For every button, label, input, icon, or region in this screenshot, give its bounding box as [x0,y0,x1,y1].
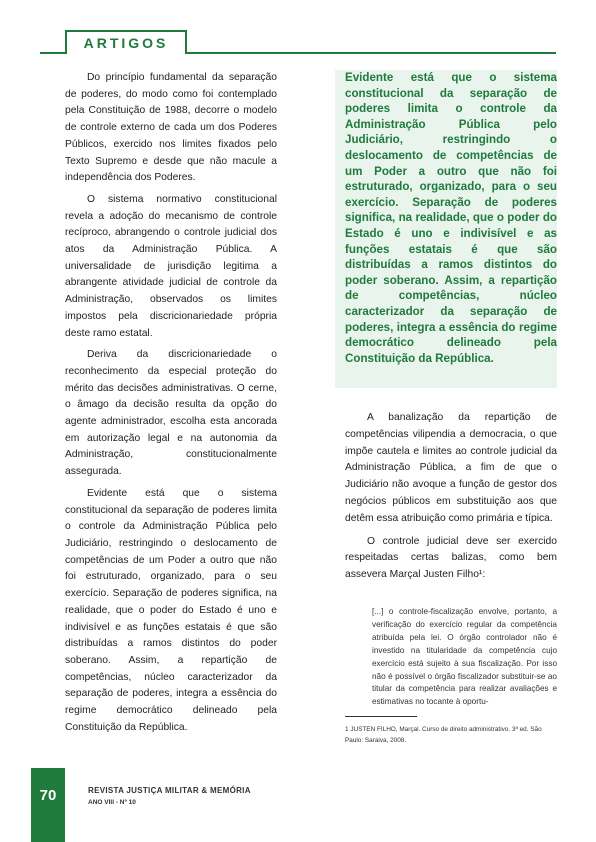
body-paragraph: Do princípio fundamental da separação de poderes, do modo como foi contemplado pela Constituição de 1988, decorre o modelo de controle externo de cada um dos Poderes Públicos, exercido nos limites fixados pelo Texto Supremo e desde que não macule a independência dos Poderes. [65,72,277,184]
right-column [345,410,557,590]
body-paragraph: O controle judicial deve ser exercido respeitadas certas balizas, como bem assevera Marçal Justen Filho¹: [345,535,557,581]
journal-issue: ANO VIII - Nº 10 [88,799,136,806]
body-paragraph: Deriva da discricionariedade o reconhecimento da especial proteção do mérito das decisões administrativas. O cerne, o âmago da decisão resulta da opção do agente administrador, escolha esta ancorada em autorização legal e na autonomia da Administração, constitucionalmente assegurada. [65,349,277,478]
footnote-divider [345,716,417,717]
left-column [65,70,277,741]
section-tag: ARTIGOS [65,30,187,54]
pullquote-text: Evidente está que o sistema constitucional da separação de poderes limita o controle da Administração Pública pelo Judiciário, restringindo o deslocamento de competências de um Poder a outro que não foi estruturado, organizado, para o seu exercício. Separação de poderes significa, na realidade, que o poder do Estado é uno e indivisível e as funções estatais é que são distribuídas a ramos distintos do poder soberano. Assim, a repartição de competências, núcleo caracterizador da separação de poderes, integra a essência do regime democrático delineado pela Constituição da República. [345,71,557,365]
page-number: 70 [31,768,65,842]
journal-title: REVISTA JUSTIÇA MILITAR & MEMÓRIA [88,786,251,795]
block-quote: [...] o controle-fiscalização envolve, portanto, a verificação do exercício regular da competência atribuída pela lei. O órgão controlador não é investido na titularidade da competência cujo exercício está sujeito à sua fiscalização. Por isso não é possível o órgão fiscalizador substituir-se ao titular da competência para realizar avaliações e estimativas no tocante à oportu- [372,607,557,707]
body-paragraph: Evidente está que o sistema constitucional da separação de poderes limita o controle da Administração Pública pelo Judiciário, restringindo o deslocamento de competências de um Poder a outro que não foi estruturado, organizado, para o seu exercício. Separação de poderes significa, na realidade, que o poder do Estado é uno e indivisível e as funções estatais é que são distribuídas a ramos distintos do poder soberano. Assim, a repartição de competências, núcleo caracterizador da separação de poderes, integra a essência do regime democrático delineado pela Constituição da República. [65,487,277,733]
body-paragraph: O sistema normativo constitucional revela a adoção do mecanismo de controle recíproco, abrangendo o controle judicial dos atos da Administração Pública. A universalidade de jurisdição legitima a abrangente atividade judicial de controle da Administração, observados os limites impostos pela discricionariedade própria deste ramo estatal. [65,193,277,339]
body-paragraph: A banalização da repartição de competências vilipendia a democracia, o que impõe cautela e limites ao controle judicial da Administração Pública, a fim de que o Judiciário não avoque a função de gestor dos negócios públicos em substituição aos que detêm essa atribuição como primária e típica. [345,412,557,524]
footnote: 1 JUSTEN FILHO, Marçal. Curso de direito administrativo. 3ª ed. São Paulo: Saraiva, 2008. [345,726,542,744]
